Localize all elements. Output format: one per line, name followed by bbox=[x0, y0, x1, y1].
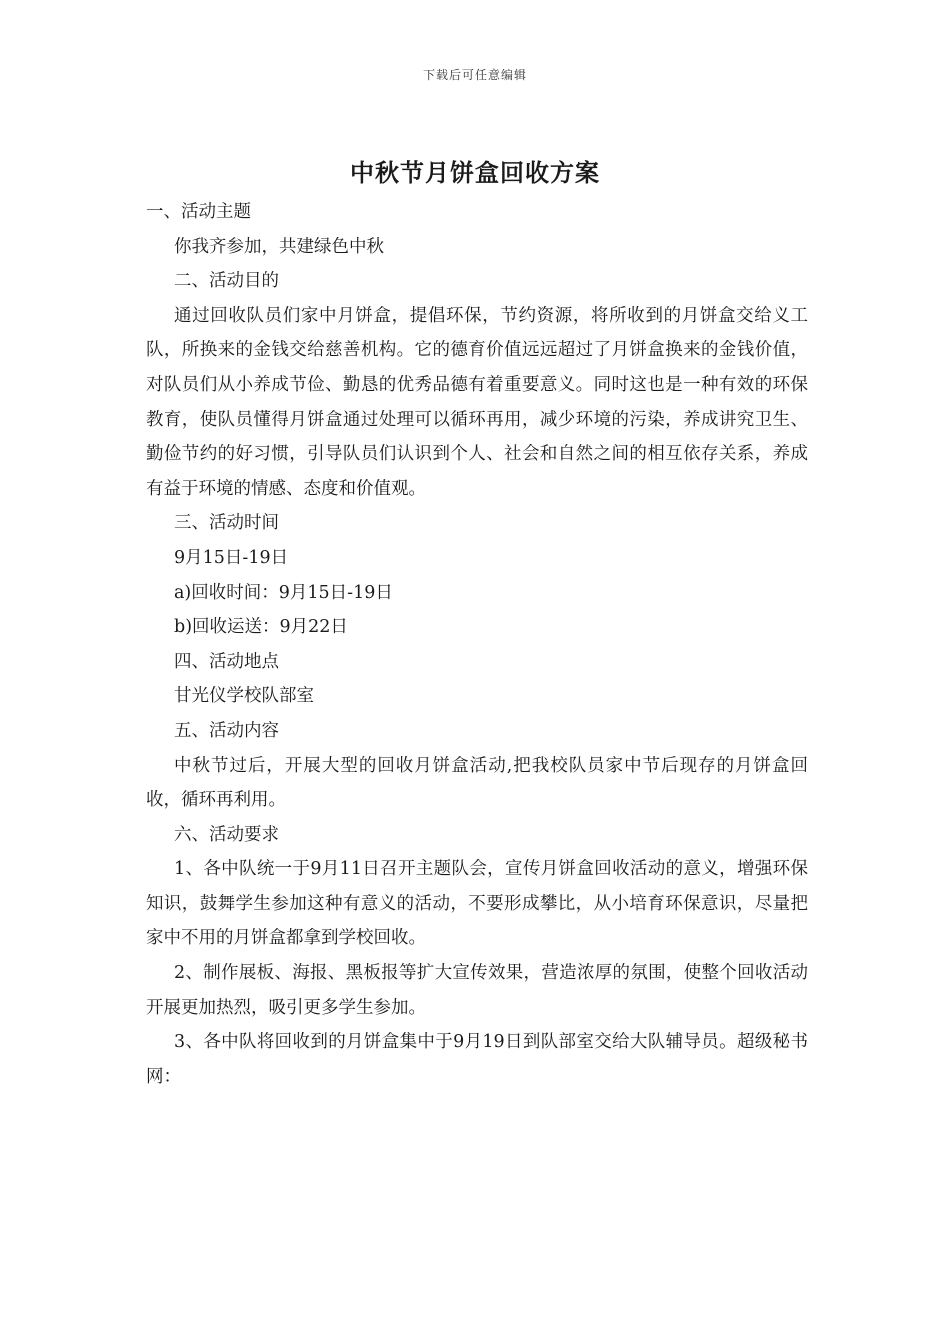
section-heading-location: 四、活动地点 bbox=[174, 651, 279, 672]
section-body-time-a: a)回收时间：9月15日-19日 bbox=[174, 582, 393, 603]
section-body-time-b: b)回收运送：9月22日 bbox=[174, 617, 348, 638]
section-heading-requirements: 六、活动要求 bbox=[174, 824, 279, 845]
section-body-location: 甘光仪学校队部室 bbox=[174, 686, 314, 707]
requirement-item-2: 2、制作展板、海报、黑板报等扩大宣传效果，营造浓厚的氛围，使整个回收活动开展更加热烈，吸引更多学生参加。 bbox=[146, 963, 808, 1018]
requirement-item-1: 1、各中队统一于9月11日召开主题队会，宣传月饼盒回收活动的意义，增强环保知识，鼓舞学生参加这种有意义的活动，不要形成攀比，从小培育环保意识，尽量把家中不用的月饼盒都拿到学校回收。 bbox=[146, 859, 808, 949]
section-body-purpose: 通过回收队员们家中月饼盒，提倡环保，节约资源，将所收到的月饼盒交给义工队，所换来的金钱交给慈善机构。它的德育价值远远超过了月饼盒换来的金钱价值，对队员们从小养成节俭、勤恳的优秀品德有着重要意义。同时这也是一种有效的环保教育，使队员懂得月饼盒通过处理可以循环再用，减少环境的污染，养成讲究卫生、勤俭节约的好习惯，引导队员们认识到个人、社会和自然之间的相互依存关系，养成有益于环境的情感、态度和价值观。 bbox=[146, 305, 808, 499]
document-body bbox=[146, 195, 808, 1094]
section-body-theme: 你我齐参加，共建绿色中秋 bbox=[174, 236, 384, 257]
section-heading-content: 五、活动内容 bbox=[174, 720, 279, 741]
requirement-item-3: 3、各中队将回收到的月饼盒集中于9月19日到队部室交给大队辅导员。超级秘书网： bbox=[146, 1032, 808, 1087]
section-heading-time: 三、活动时间 bbox=[174, 513, 279, 534]
section-heading-theme: 一、活动主题 bbox=[146, 202, 251, 222]
header-note: 下载后可任意编辑 bbox=[422, 68, 527, 82]
section-body-time-date: 9月15日-19日 bbox=[174, 547, 289, 568]
section-body-content: 中秋节过后，开展大型的回收月饼盒活动,把我校队员家中节后现存的月饼盒回收，循环再利用。 bbox=[146, 755, 808, 811]
section-heading-purpose: 二、活动目的 bbox=[174, 271, 279, 292]
document-title: 中秋节月饼盒回收方案 bbox=[350, 158, 600, 187]
